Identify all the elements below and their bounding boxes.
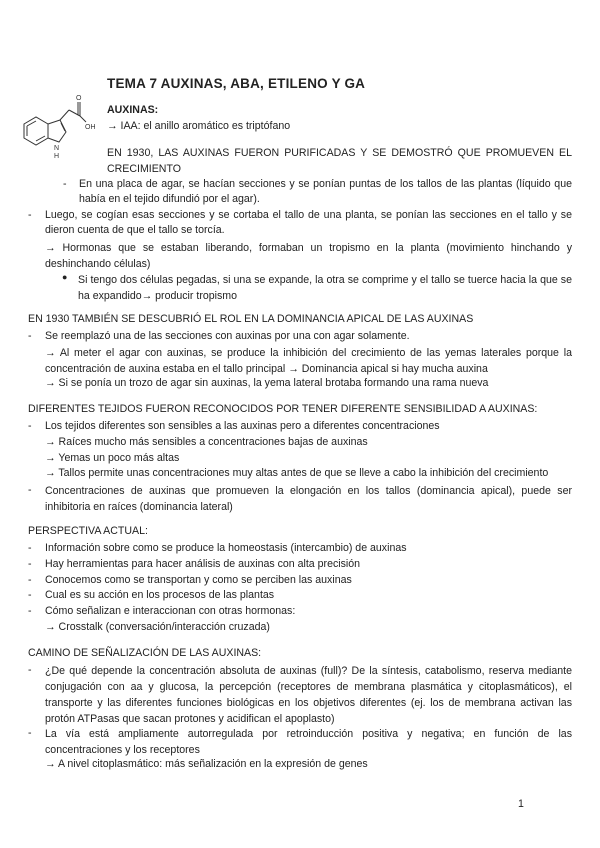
perspective-bullet-4: Cual es su acción en los procesos de las plantas xyxy=(45,589,275,601)
perspective-bullet-2: Hay herramientas para hacer análisis de auxinas con alta precisión xyxy=(45,558,361,570)
sensitivity-arrow-1: → Raíces mucho más sensibles a concentraciones bajas de auxinas xyxy=(45,436,368,448)
signaling-heading: CAMINO DE SEÑALIZACIÓN DE LAS AUXINAS: xyxy=(28,647,262,659)
iaa-note: → IAA: el anillo aromático es triptófano xyxy=(107,120,291,132)
dash-bullet: - xyxy=(28,209,32,221)
dash-bullet: - xyxy=(28,420,32,432)
auxinas-heading: AUXINAS: xyxy=(107,104,159,116)
apical-arrow-2: → Si se ponía un trozo de agar sin auxinas, la yema lateral brotaba formando una rama nueva xyxy=(45,377,489,389)
apical-dominance-heading: EN 1930 TAMBIÉN SE DESCUBRIÓ EL ROL EN LA DOMINANCIA APICAL DE LAS AUXINAS xyxy=(28,313,474,325)
apical-bullet-1: Se reemplazó una de las secciones con auxinas por una con agar solamente. xyxy=(45,330,410,342)
dash-bullet: - xyxy=(28,589,32,601)
atom-o-label: O xyxy=(76,95,82,102)
round-bullet: ● xyxy=(62,272,68,282)
sensitivity-bullet-1: Los tejidos diferentes son sensibles a las auxinas pero a diferentes concentraciones xyxy=(45,420,440,432)
perspective-bullet-5: Cómo señalizan e interaccionan con otras hormonas: xyxy=(45,605,296,617)
dash-bullet: - xyxy=(28,484,32,496)
signaling-bullet-2: La vía está ampliamente autorregulada por retroinducción positiva y negativa; en función de las concentraciones y los receptores xyxy=(45,728,572,756)
auxinas-bullet-3: Si tengo dos células pegadas, si una se expande, la otra se comprime y el tallo se tuerce hacia la que se ha expandido→ producir tropismo xyxy=(78,274,572,302)
auxinas-bullet-2: Luego, se cogían esas secciones y se cortaba el tallo de una planta, se ponían las secciones en el tallo y se dieron cuenta de que el tallo se torcía. xyxy=(45,209,572,236)
dash-bullet: - xyxy=(28,727,32,739)
page-number: 1 xyxy=(518,798,524,810)
dash-bullet: - xyxy=(28,664,32,676)
auxinas-bullet-2-arrow: → Hormonas que se estaban liberando, formaban un tropismo en la planta (movimiento hinchando y deshinchando células) xyxy=(45,242,572,270)
iaa-molecule-diagram xyxy=(14,92,106,164)
perspective-bullet-3: Conocemos como se transportan y como se perciben las auxinas xyxy=(45,574,352,586)
dash-bullet: - xyxy=(28,542,32,554)
page-title: TEMA 7 AUXINAS, ABA, ETILENO Y GA xyxy=(107,76,366,91)
dash-bullet: - xyxy=(28,574,32,586)
atom-oh-label: OH xyxy=(85,124,96,131)
perspective-bullet-1: Información sobre como se produce la homeostasis (intercambio) de auxinas xyxy=(45,542,407,554)
sensitivity-arrow-2: → Yemas un poco más altas xyxy=(45,452,180,464)
perspective-heading: PERSPECTIVA ACTUAL: xyxy=(28,525,148,537)
perspective-arrow-1: → Crosstalk (conversación/interacción cruzada) xyxy=(45,621,270,633)
purified-statement: EN 1930, LAS AUXINAS FUERON PURIFICADAS Y SE DEMOSTRÓ QUE PROMUEVEN EL CRECIMIENTO xyxy=(107,147,572,175)
apical-arrow-1: → Al meter el agar con auxinas, se produce la inhibición del crecimiento de las yemas laterales porque la concentración de auxina estaba en el tallo principal → Dominancia apical si hay mucha auxina xyxy=(45,347,572,375)
sensitivity-bullet-2: Concentraciones de auxinas que promueven la elongación en los tallos (dominancia apical), puede ser inhibitoria en raíces (dominancia lateral) xyxy=(45,485,572,513)
dash-bullet: - xyxy=(28,330,32,342)
dash-bullet: - xyxy=(28,605,32,617)
signaling-arrow-1: → A nivel citoplasmático: más señalización en la expresión de genes xyxy=(45,758,368,770)
atom-h-label: H xyxy=(54,153,60,160)
sensitivity-arrow-3: → Tallos permite unas concentraciones muy altas antes de que se lleve a cabo la inhibición del crecimiento xyxy=(45,467,549,479)
auxinas-bullet-1: En una placa de agar, se hacían secciones y se ponían puntas de los tallos de las plantas (líquido que había en el tejido difundió por el agar). xyxy=(79,178,572,205)
sensitivity-heading: DIFERENTES TEJIDOS FUERON RECONOCIDOS POR TENER DIFERENTE SENSIBILIDAD A AUXINAS: xyxy=(28,403,538,415)
signaling-bullet-1: ¿De qué depende la concentración absoluta de auxinas (full)? De la síntesis, catabolismo, reserva mediante conjugación con aa y glucosa, la percepción (receptores de membrana plasmática y citoplasmáticos), el transporte y las diferentes funciones biológicas en los objetivos diferentes (ej. los de membrana activan las protón ATPasas que sacan protones y acidifican el apoplasto) xyxy=(45,665,572,725)
atom-n-label: N xyxy=(54,145,60,152)
dash-bullet: - xyxy=(63,178,67,190)
dash-bullet: - xyxy=(28,558,32,570)
